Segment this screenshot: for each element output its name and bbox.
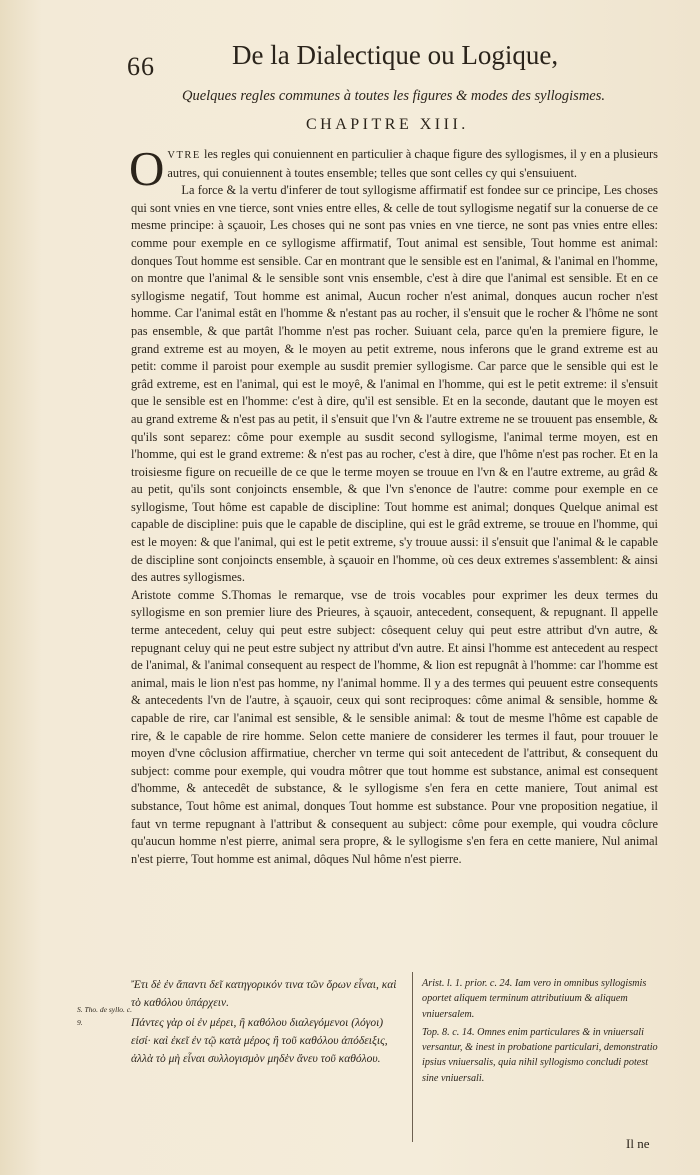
latin-quote-2: Top. 8. c. 14. Omnes enim particulares & in vniuersali versantur, & inest in probatione particulari, demonstratio ipsius vniuersalis, quia nihil syllogismo concludi potest sine vniuersali. xyxy=(422,1026,658,1084)
greek-quote-2: Πάντες γὰρ οἱ ἐν μέρει, ἢ καθόλου διαλεγόμενοι (λόγοι) εἰσί· καὶ ἐκεῖ ἐν τῷ κατὰ μέρος ἢ τοῦ καθόλου ἀπόδειξις, ἀλλὰ τὸ μὴ εἶναι συλλογισμὸν μηδὲν ἄνευ τοῦ καθόλου. xyxy=(131,1017,388,1065)
main-text xyxy=(129,141,658,868)
intro-paragraph xyxy=(129,141,658,196)
greek-quote-1: Ἔτι δὲ ἐν ἅπαντι δεῖ κατηγορικόν τινα τῶν ὅρων εἶναι, καὶ τὸ καθόλου ὑπάρχειν. xyxy=(131,979,397,1009)
column-divider xyxy=(412,972,413,1142)
catchword: Il ne xyxy=(626,1136,650,1151)
section-title: Quelques regles communes à toutes les figures & modes des syllogismes. xyxy=(182,88,605,104)
margin-note: S. Tho. de syllo. c. 9. xyxy=(77,1005,132,1027)
drop-cap: O xyxy=(129,141,165,196)
latin-quote-1: Arist. l. 1. prior. c. 24. Iam vero in omnibus syllogismis oportet aliquem terminum attributiuum & aliquem vniuersalem. xyxy=(422,978,647,1020)
greek-quotation xyxy=(131,976,405,1070)
paragraph-1: La force & la vertu d'inferer de tout syllogisme affirmatif est fondee sur ce principe, Les choses qui sont vnies en vne tierce, sont vnies entre elles, & celle de tout syllogisme negatif sur la conuerse de ce mesme principe: à sçauoir, Les choses qui ne sont pas vnies en vne tierce, ne sont pas vnies entre elles: comme pour exemple en ce syllogisme affirmatif, Tout animal est sensible, Tout homme est animal: donques Tout homme est sensible. Car en montrant que le sensible est en l'animal, & l'animal en l'homme, on montre que l'animal & le sensible sont vnis ensemble, c'est à dire que l'animal est sensible. Et en ce syllogisme negatif, Tout homme est animal, Aucun rocher n'est animal, donques aucun rocher n'est homme. Car l'animal estât en l'homme & n'estant pas au rocher, il s'ensuit que le rocher & l'hôme ne sont pas ensemble, & que partât l'homme n'est pas rocher. Suiuant cela, parce qu'en la premiere figure, le grand extreme est au moyen, & le moyen au petit extreme, nous inferons que le grand extreme est au petit: comme il paroist pour exemple au susdit premier syllogisme. Car parce que le sensible qui est le grâd extreme, est en l'animal, qui est le moyê, & l'animal en l'homme, qui est le petit extreme: il s'ensuit que le sensible est en l'homme: c'est à dire, qu'il est sensible. Et en la seconde, dautant que le moyen est au grand extreme & n'est pas au petit, il s'ensuit que l'vn & l'autre extreme ne se trouuent pas ensemble, & qu'ils sont separez: côme pour exemple au susdit second syllogisme, l'animal terme moyen, est en l'homme, qui est le grand extreme: & n'est pas au rocher, c'est à dire, que l'hôme n'est pas rocher. Et en la troisiesme figure on recueille de ce que le terme moyen se trouue en l'vn & en l'autre extreme, au grâd & au petit, qu'ils sont conjoincts ensemble, & que l'vn s'enonce de l'autre: comme pour exemple en ce syllogisme, Tout hôme est capable de discipline: Tout homme est animal; donques Quelque animal est capable de discipline: puis que le capable de discipline, qui est le grâd extreme, se trouue en l'homme, qui est le moyen: & que l'animal, qui est le petit extreme, s'y trouue aussi: il s'ensuit que l'animal & le capable de discipline sont conjoincts ensemble, à sçauoir en l'homme, où ces deux extremes s'assemblent: & ainsi des autres syllogismes. xyxy=(131,183,658,585)
chapter-heading: CHAPITRE XIII. xyxy=(306,116,469,133)
page-number: 66 xyxy=(127,52,155,81)
intro-small-caps: VTRE xyxy=(167,150,201,161)
intro-text: les regles qui conuiennent en particulier à chaque figure des syllogismes, il y en a plusieurs autres, qui conuiennent à toutes ensemble; telles que sont celles cy qui s'ensuiuent. xyxy=(167,147,658,180)
latin-quotation xyxy=(422,976,662,1089)
running-head: De la Dialectique ou Logique, xyxy=(232,40,559,70)
paragraph-2: Aristote comme S.Thomas le remarque, vse de trois vocables pour exprimer les deux termes du syllogisme en son premier liure des Prieures, à sçauoir, antecedent, consequent, & repugnant. Il appelle terme antecedent, celuy qui peut estre subject: côsequent celuy qui peut estre attribut d'vn autre, & repugnant celuy qui ne peut estre subject ny attribut d'vn autre. Et ainsi l'homme est antecedent au respect de l'animal, & l'animal consequent au respect de l'homme, & lion est repugnât à l'homme: car l'homme est animal, mais le lion n'est pas homme, ny l'animal homme. Il y a des termes qui peuuent estre consequents & antecedents l'vn de l'autre, à sçauoir, ceux qui sont reciproques: côme animal & sensible, homme & capable de rire, car l'animal est sensible, & le sensible animal: & tout de mesme l'hôme est capable de rire, & le capable de rire homme. Selon cette maniere de considerer les termes il faut, pour trouuer le moyen d'vne côclusion affirmatiue, chercher vn terme qui soit antecedent de l'attribut, & consequent du subject: comme pour exemple, qui voudra môtrer que tout homme est substance, animal est consequent d'homme, & antecedêt de substance, & le syllogisme s'en fera en cette maniere, Tout animal est substance, Tout hôme est animal, donques Tout homme est substance. Pour vne proposition negatiue, il faut vn terme repugnant à l'attribut & consequent au subject: côme pour exemple, qui voudra côclure qu'aucun homme n'est pierre, animal sera propre, & le syllogisme s'en fera en cette maniere, Nul animal n'est pierre, Tout homme est animal, dôques Nul hôme n'est pierre. xyxy=(131,587,658,866)
